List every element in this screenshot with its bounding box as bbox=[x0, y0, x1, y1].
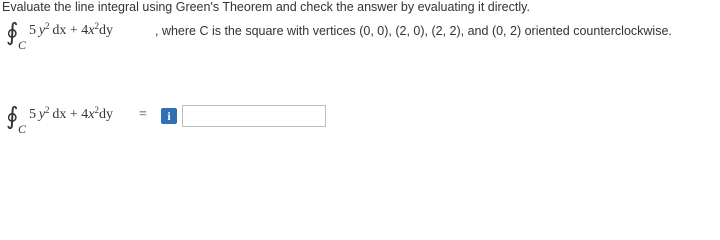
differential-dx: dx bbox=[52, 23, 67, 38]
exponent-2: 2 bbox=[94, 21, 99, 31]
contour-integral-symbol: ∮ bbox=[6, 18, 19, 46]
answer-coefficient-2: 4 bbox=[81, 107, 89, 122]
coefficient-2: 4 bbox=[81, 23, 89, 38]
plus-sign: + bbox=[69, 23, 78, 38]
variable-x: x bbox=[88, 23, 95, 38]
integral-subscript: C bbox=[18, 38, 27, 52]
answer-input[interactable] bbox=[182, 105, 326, 127]
answer-integrand bbox=[29, 107, 113, 123]
integrand bbox=[29, 23, 113, 39]
answer-variable-y: y bbox=[38, 107, 46, 122]
variable-y: y bbox=[38, 23, 46, 38]
coefficient-1: 5 bbox=[29, 23, 36, 38]
answer-row bbox=[6, 102, 406, 138]
problem-description: , where C is the square with vertices (0, 0), (2, 0), (2, 2), and (0, 2) oriented counterclockwise. bbox=[155, 24, 672, 38]
exponent-1: 2 bbox=[45, 21, 50, 31]
answer-integral-symbol: ∮ bbox=[6, 102, 19, 130]
equals-sign: = bbox=[139, 107, 147, 122]
differential-dy: dy bbox=[98, 23, 113, 38]
answer-coefficient-1: 5 bbox=[29, 107, 36, 122]
answer-differential-dx: dx bbox=[52, 107, 67, 122]
instruction-text: Evaluate the line integral using Green's Theorem and check the answer by evaluating it directly. bbox=[2, 0, 530, 14]
answer-plus-sign: + bbox=[69, 107, 78, 122]
problem-statement bbox=[6, 18, 716, 50]
answer-integral-subscript: C bbox=[18, 122, 27, 136]
answer-differential-dy: dy bbox=[98, 107, 113, 122]
answer-exponent-1: 2 bbox=[45, 105, 50, 115]
answer-variable-x: x bbox=[88, 107, 95, 122]
info-icon[interactable]: i bbox=[161, 108, 177, 124]
answer-exponent-2: 2 bbox=[94, 105, 99, 115]
